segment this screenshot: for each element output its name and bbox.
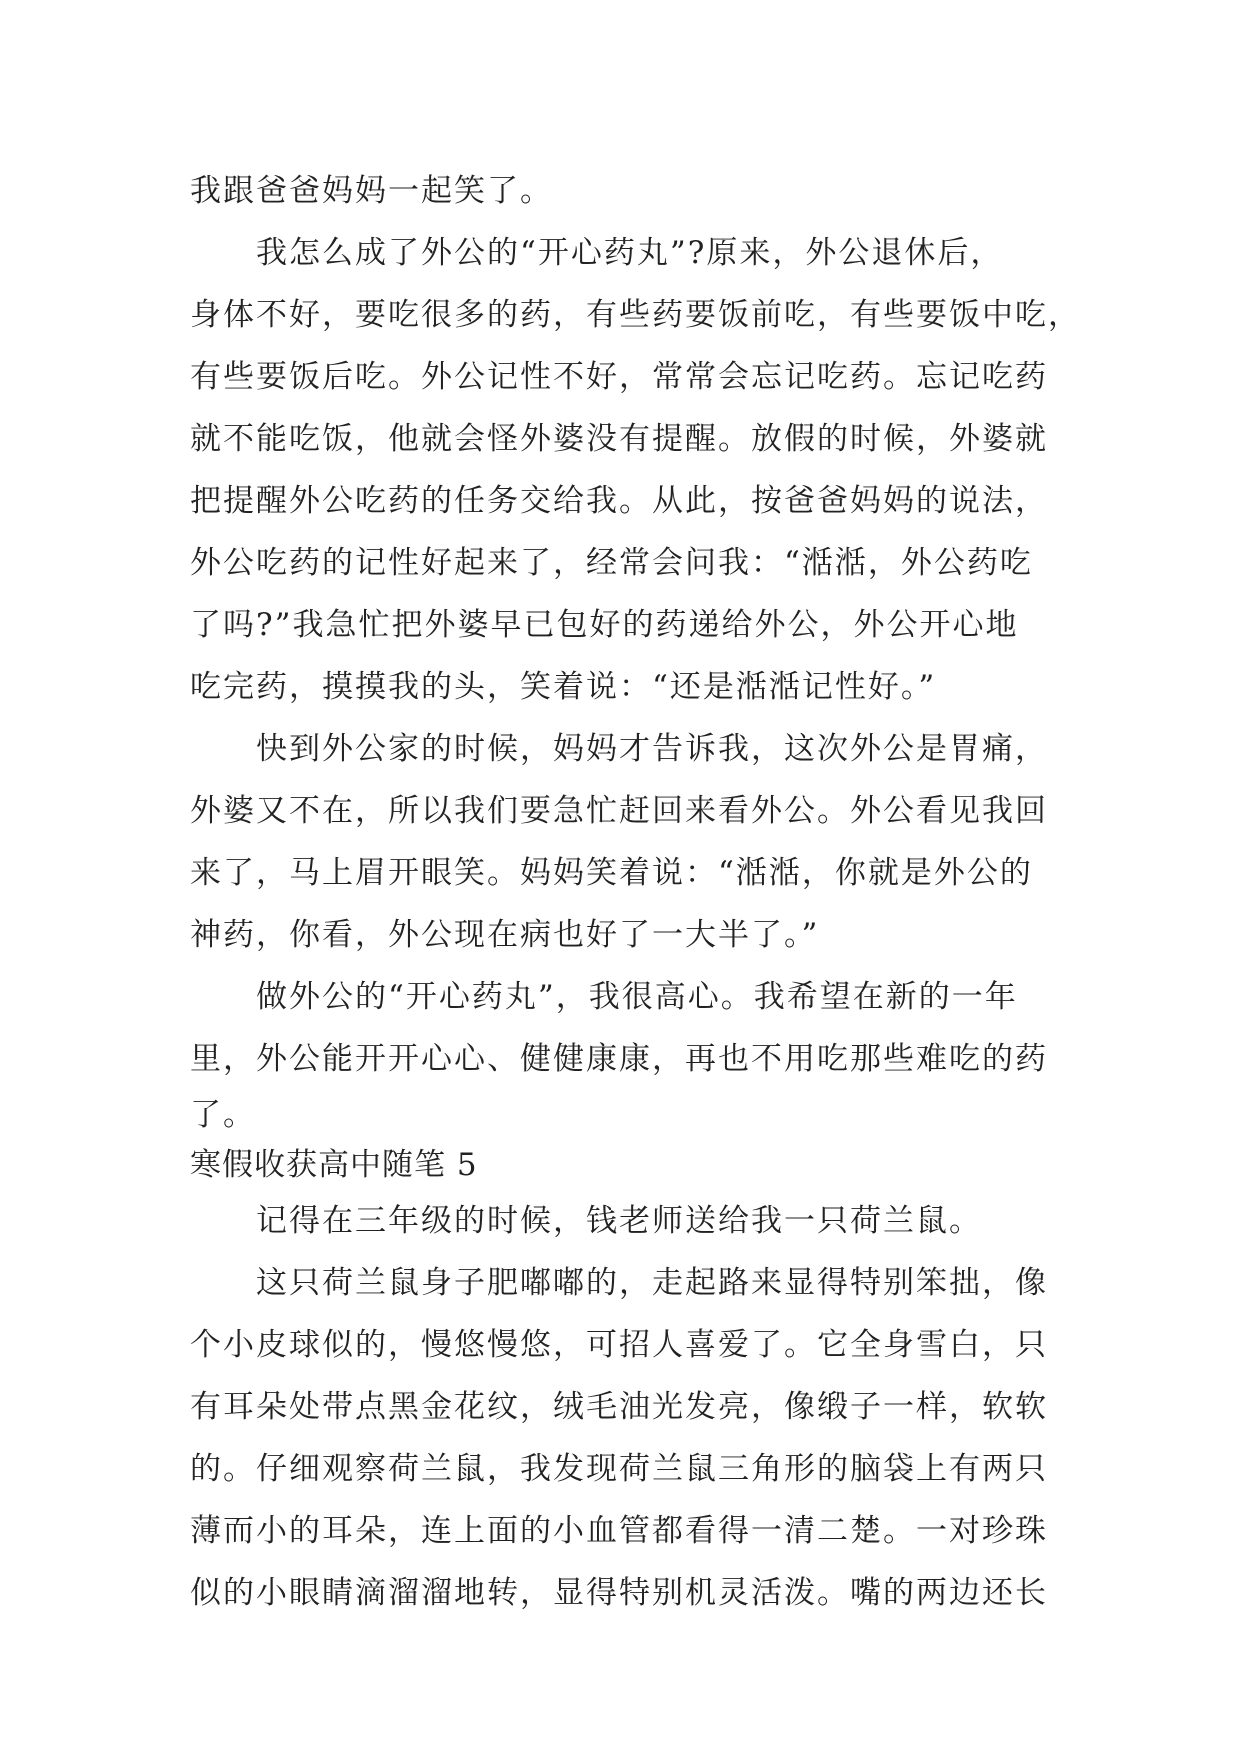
text-line: 有耳朵处带点黑金花纹，绒毛油光发亮，像缎子一样，软软: [190, 1389, 1048, 1425]
text-line: 身体不好，要吃很多的药，有些药要饭前吃，有些要饭中吃，: [190, 297, 1081, 333]
text-line: 了吗?”我急忙把外婆早已包好的药递给外公，外公开心地: [190, 607, 1019, 643]
text-line: 个小皮球似的，慢悠慢悠，可招人喜爱了。它全身雪白，只: [190, 1327, 1048, 1363]
text-line: 有些要饭后吃。外公记性不好，常常会忘记吃药。忘记吃药: [190, 359, 1048, 395]
document-body: [190, 160, 1081, 1624]
text-line: 外公吃药的记性好起来了，经常会问我：“湉湉，外公药吃: [190, 545, 1033, 581]
paragraph-start-line: 快到外公家的时候，妈妈才告诉我，这次外公是胃痛，: [256, 731, 1048, 767]
text-line: 似的小眼睛滴溜溜地转，显得特别机灵活泼。嘴的两边还长: [190, 1575, 1048, 1611]
paragraph-start-line: 我怎么成了外公的“开心药丸”?原来，外公退休后，: [256, 235, 1004, 271]
text-line: 薄而小的耳朵，连上面的小血管都看得一清二楚。一对珍珠: [190, 1513, 1048, 1549]
paragraph-start-line: 做外公的“开心药丸”，我很高心。我希望在新的一年: [256, 979, 1018, 1015]
text-line: 外婆又不在，所以我们要急忙赶回来看外公。外公看见我回: [190, 793, 1048, 829]
text-line: 里，外公能开开心心、健健康康，再也不用吃那些难吃的药: [190, 1041, 1048, 1077]
text-line: 了。: [190, 1097, 256, 1133]
section-heading: 寒假收获高中随笔 5: [190, 1147, 478, 1183]
paragraph-start-line: 这只荷兰鼠身子肥嘟嘟的，走起路来显得特别笨拙，像: [256, 1265, 1048, 1301]
text-line: 来了，马上眉开眼笑。妈妈笑着说：“湉湉，你就是外公的: [190, 855, 1033, 891]
text-line: 把提醒外公吃药的任务交给我。从此，按爸爸妈妈的说法，: [190, 483, 1048, 519]
text-line: 神药，你看，外公现在病也好了一大半了。”: [190, 917, 820, 953]
text-line: 就不能吃饭，他就会怪外婆没有提醒。放假的时候，外婆就: [190, 421, 1048, 457]
paragraph-start-line: 记得在三年级的时候，钱老师送给我一只荷兰鼠。: [256, 1203, 982, 1239]
text-line: 我跟爸爸妈妈一起笑了。: [190, 173, 553, 209]
text-line: 吃完药，摸摸我的头，笑着说：“还是湉湉记性好。”: [190, 669, 937, 705]
text-line: 的。仔细观察荷兰鼠，我发现荷兰鼠三角形的脑袋上有两只: [190, 1451, 1048, 1487]
